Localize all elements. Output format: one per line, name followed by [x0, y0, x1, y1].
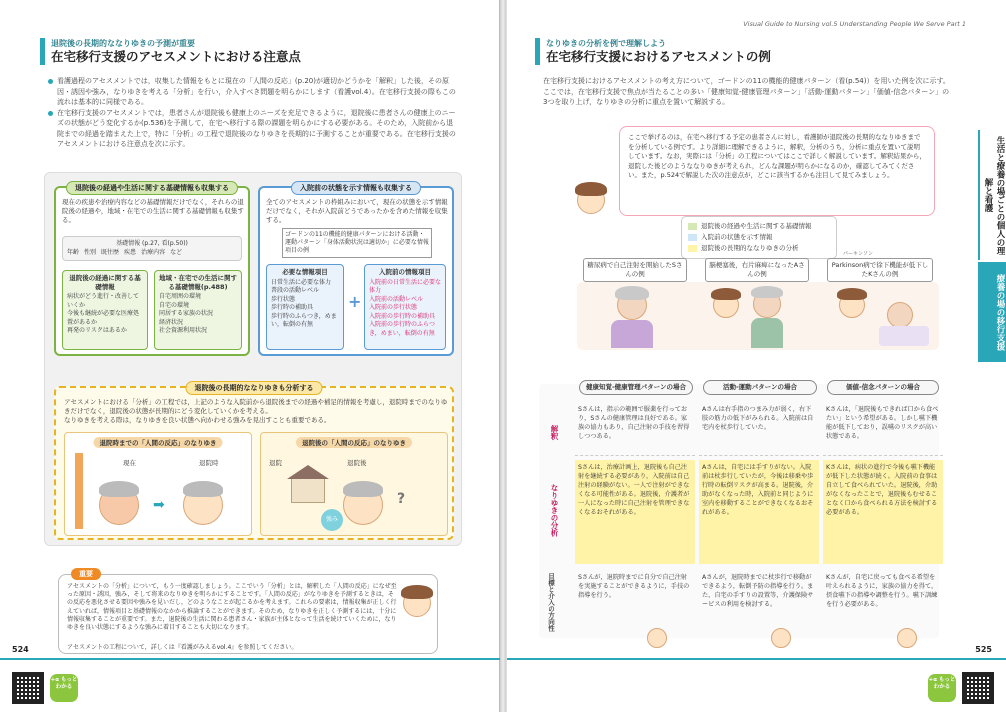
needed-item: 普段の活動レベル: [271, 287, 320, 294]
course-info: [62, 270, 148, 350]
legend-label: 退院後の長期的ななりゆきの分析: [701, 244, 799, 252]
pre-item: 入院前の日常生活に必要な体力: [369, 278, 442, 294]
page-number: 524: [12, 645, 29, 654]
house-icon: [291, 477, 325, 503]
table-cell: Sさんは，指示の範囲で服薬を行っており，Sさんの健康管理は良好である。家族の協力もあり，自己注射の手技を習得しつつある。: [575, 402, 695, 456]
nurse-hair: [711, 288, 741, 300]
course-title: 退院後の経過に関する基礎情報: [69, 274, 141, 291]
running-header: Visual Guide to Nursing vol.5 Understanding People We Serve Part 1: [743, 20, 966, 28]
pre-item: 入院前の歩行時のふらつき，めまい，転倒の有無: [369, 321, 435, 337]
page-rule: [0, 658, 500, 660]
time-bar: [75, 453, 83, 529]
nurse-mini-figure: [897, 628, 917, 648]
legend-item: [688, 232, 830, 243]
right-page: [506, 0, 1006, 712]
pre-item: 入院前の活動レベル: [369, 295, 424, 303]
needed-title: 必要な情報項目: [282, 268, 328, 276]
nurse-mini-figure: [647, 628, 667, 648]
section-subtitle: 退院後の長期的ななりゆきの予測が重要: [51, 39, 195, 48]
row-label-interpret: 解釈: [550, 424, 559, 440]
box-heading: 退院後の長期的ななりゆきも分析する: [186, 381, 323, 395]
page-rule: [507, 658, 1006, 660]
left-page: [0, 0, 500, 712]
basic-tags: [67, 249, 237, 258]
explanation-bubble: ここで挙げるのは，在宅へ移行する予定の患者さんに対し，看護師が退院後の長期的ななりゆきまでを分析している例です。より詳細に理解できるように，解釈，分析のうち，分析に重点を置いて説明しています。なお，実際には「分析」の工程についてはここで詳しく解説しています。解釈結果から，退院した後どのようななりゆきが考えられ，どんな課題が明らかになるのか，確認してみてください。また，p.524で解説した次の注意点が，どこに該当するかも注目して見てみましょう。: [619, 126, 935, 216]
row-label-analysis: なりゆきの分析: [550, 483, 559, 537]
community-item: 社会資源利用状況: [159, 327, 208, 334]
pre-admission-box: [258, 186, 454, 356]
legend-label: 退院後の経過や生活に関する基礎情報: [701, 222, 812, 230]
nurse-hair: [837, 288, 867, 300]
box-heading: 退院後の経過や生活に関する基礎情報も収集する: [66, 181, 238, 195]
legend-swatch: [688, 245, 697, 252]
column-header: 活動-運動パターンの場合: [703, 380, 817, 395]
patient-hair: [183, 481, 223, 497]
box-heading: 入院前の状態を示す情報も収集する: [291, 181, 421, 195]
community-item: 同居する家族の状況: [159, 310, 214, 317]
basic-info-box: [54, 186, 250, 356]
community-item: 経済状況: [159, 318, 184, 326]
box-text: 全てのアセスメントの枠組みにおいて，現在の状態を示す情報だけでなく，それが入院前どうであったかを含めた情報を収集する。: [266, 198, 448, 224]
legend: [681, 216, 837, 259]
qr-code[interactable]: [12, 672, 44, 704]
table-cell: Kさんが，自宅に戻っても食べる希望を叶えられるように，家族の協力を得て，摂食嚥下の指導や調整を行う。嚥下訓練を行う必要がある。: [826, 574, 938, 608]
table-cell: Sさんが，退院時までに自分で自己注射を実施することができるように，手技の指導を行う。: [578, 574, 690, 599]
timeline-to-discharge: [64, 432, 252, 536]
needed-item: 日常生活に必要な体力: [271, 278, 332, 286]
table-cell: Kさんは，病状の進行で今後も嚥下機能が低下した状態が続く。入院前の食事は自立して食べられていた。退院後，介助がなくなったことで，退院後もむせることなく口から食べられる方法を検討する必要がある。: [823, 460, 943, 564]
table-cell: Sさんは，治療計画上，退院後も自己注射を継続する必要があり，入院前は自己注射の経験がない。一人で注射ができなくなる可能性がある。退院後，介護者が一人になった時に自己注射を管理できなくなるおそれがある。: [575, 460, 695, 564]
column-header: 価値-信念パターンの場合: [827, 380, 939, 395]
important-note: [58, 570, 438, 654]
table-cell: Kさんは，「退院後もできれば口から食べたい」という希望がある。しかし嚥下機能が低下しており，誤嚥のリスクが高い状態である。: [823, 402, 943, 456]
strength-icon: 強み: [321, 509, 343, 531]
label-after: 退院後: [347, 459, 367, 467]
tag: 疾患: [124, 248, 137, 256]
section-title: 在宅移行支援におけるアセスメントの例: [546, 49, 771, 64]
note-reference: アセスメントの工程について，詳しくは『看護がみえるvol.4』を参照してください。: [67, 644, 298, 651]
motto-badge: +α もっと わかる: [50, 674, 78, 702]
needed-item: 歩行時のふらつき，めまい，転倒の有無: [271, 312, 337, 328]
case-header-a: 脳梗塞後，右片麻痺になったAさんの例: [705, 258, 809, 282]
tag: 性別: [84, 248, 97, 256]
course-item: 病状がどう進行・改善していくか: [67, 293, 140, 309]
patient-hair: [343, 481, 383, 497]
house-roof: [287, 465, 329, 479]
tag: など: [170, 248, 183, 256]
page-number: 525: [975, 645, 992, 654]
community-ref: (p.488): [200, 282, 228, 291]
tag: 治療内容: [141, 248, 166, 256]
box-text: なりゆきを考える際は，なりゆきを良い状態へ向かわせる強みを見出すことも重要である。: [64, 416, 331, 424]
basic-label: 基礎情報: [116, 240, 141, 247]
basic-info-panel: [62, 236, 242, 261]
nurse-mini-figure: [771, 628, 791, 648]
qr-code[interactable]: [962, 672, 994, 704]
label-discharge: 退院時: [199, 459, 219, 467]
motto-badge: +α もっと わかる: [928, 674, 956, 702]
bullet-item: 看護過程のアセスメントでは，収集した情報をもとに現在の「人間の反応」(p.20)が適切かどうかを「解釈」した後，その原因・誘因や強み，なりゆきを考える「分析」を行い，介入すべき問題を明らかにします（看護vol.4）。在宅移行支援の際もこの流れは基本的に同様である。: [48, 76, 460, 108]
plus-sign: +: [348, 292, 362, 311]
bed-icon: [879, 326, 929, 346]
column-header: 健康知覚-健康管理パターンの場合: [579, 380, 693, 395]
nurse-hair: [401, 585, 433, 599]
intro-paragraph: 在宅移行支援におけるアセスメントの考え方について，ゴードンの11の機能的健康パターン（看(p.54)）を用いた例を次に示す。ここでは，在宅移行支援で焦点が当たることの多い「健康知覚-健康管理パターン」「活動-運動パターン」「価値-信念パターン」の3つを取り上げ，なりゆきの分析に重点を置いて解説する。: [543, 77, 950, 106]
tag: 年齢: [67, 248, 80, 256]
pre-items: [364, 264, 446, 350]
timeline-after-discharge: [260, 432, 448, 536]
box-text: 現在の疾患や治療内容などの基礎情報だけでなく，それらの退院後の経過や，地域・在宅での生活に関する基礎情報も収集する。: [62, 198, 244, 224]
note-heading: 重要: [71, 568, 101, 580]
patient-a-body: [751, 318, 783, 348]
patient-k-figure: [887, 302, 913, 328]
pre-item: 入院前の歩行状態: [369, 304, 418, 311]
nurse-hair: [575, 182, 607, 196]
note-text: アセスメントの「分析」について，もう一度確認しましょう。ここでいう「分析」とは，解釈した「人間の反応」になぜ至った原因・誘因，強み，そして将来のなりゆきを明らかにすることです。「人間の反応」がなりゆきを予測するときは，その反応を悪化させる要因や強みを見いだし，どのようなことが起こるかを考えます。これらの要素は，情報収集が正しく行えていれば，情報項目と基礎情報のなかから推論することができます。そのため，なりゆきを正しく予測するには，十分に情報収集することが重要です。また，退院後の生活に関わる患者さん・家族が主体となって生活を続けていくために，なりゆきを良い状態にするような強みに着目することも大切になります。: [67, 583, 397, 632]
table-cell: Aさんは，自宅には手すりがない。入院前は杖歩行していたが，今後は移乗や歩行時の転倒リスクが高まる。退院後，介助がなくなった時，入院前と同じように室内を移動することができなくなるおそれがある。: [699, 460, 819, 564]
community-title: 地域・在宅での生活に関する基礎情報: [159, 274, 237, 291]
pre-title: 入院前の情報項目: [379, 268, 431, 276]
tag: 既往歴: [101, 248, 120, 256]
section-heading: [535, 38, 955, 65]
intro-bullets: [48, 76, 460, 150]
patient-hair: [99, 481, 139, 497]
label-discharge: 退院: [269, 459, 282, 467]
section-title: 在宅移行支援のアセスメントにおける注意点: [51, 49, 301, 64]
pre-item: 入院前の歩行時の補助具: [369, 312, 436, 320]
box-text: アセスメントにおける「分析」の工程では，上記のような入院前から退院後までの経過や補足的情報を考慮し，退院時までのなりゆきだけでなく，退院後の状態が長期的にどう変化していくかを考える。: [64, 398, 448, 415]
timeline-heading: 退院時までの「人間の反応」のなりゆき: [94, 437, 223, 448]
patient-hair: [751, 286, 783, 298]
section-subtitle: なりゆきの分析を例で理解しよう: [546, 39, 666, 48]
case-header-s: 糖尿病で自己注射を開始したSさんの例: [583, 258, 687, 282]
question-mark-icon: ?: [397, 491, 406, 507]
legend-swatch: [688, 223, 697, 230]
community-info: [154, 270, 242, 350]
table-cell: Aさんが，退院時までに杖歩行で移動ができるよう，転倒予防の指導を行う。また，自宅の手すりの設置等，介護保険サービスの利用を検討する。: [702, 574, 814, 608]
patient-s-body: [611, 320, 653, 348]
community-item: 自宅の環境: [159, 301, 190, 309]
gordon-caption: ゴードンの11の機能的健康パターンにおける活動・運動パターン「身体活動状況は適切か」に必要な情報項目の例: [282, 228, 432, 258]
bullet-item: 在宅移行支援のアセスメントでは，患者さんが退院後も健康上のニーズを充足できるように，退院後に患者さんの健康上のニーズの状態がどう変化するか(p.536)を予測して，在宅へ移行する際の課題を明らかにする必要がある。そのため，入院前から退院までの経過を踏まえた上で，特に「分析」の工程で退院後のなりゆきを長期的に予測することが重要である。在宅移行支援のアセスメントにおける注意点を次に示す。: [48, 108, 460, 150]
legend-swatch: [688, 234, 697, 241]
timeline-heading: 退院後の「人間の反応」のなりゆき: [296, 437, 412, 448]
section-heading: [40, 38, 460, 65]
label-now: 現在: [123, 459, 136, 467]
arrow-icon: ➡: [153, 497, 165, 513]
course-item: 今後も継続が必要な医療処置があるか: [67, 310, 140, 326]
legend-item: [688, 221, 830, 232]
legend-label: 入院前の状態を示す情報: [701, 233, 773, 241]
long-term-box: [54, 386, 454, 540]
side-tab-chapter[interactable]: 生活と療養の場ごとの個人の理解と看護: [978, 130, 1006, 260]
legend-item: [688, 243, 830, 254]
case-ruby: パーキンソン: [843, 251, 873, 257]
side-tab-section[interactable]: 療養の場の移行支援: [978, 262, 1006, 362]
row-label-goal: 目標と介入の方向性: [547, 572, 555, 632]
course-item: 再発のリスクはあるか: [67, 327, 127, 334]
basic-ref: (p.27, 看(p.50)): [142, 240, 188, 247]
case-header-k: Parkinson病で徐下機能が低下したKさんの例: [827, 258, 933, 282]
patient-hair: [615, 286, 649, 300]
table-cell: Aさんは右手指のつまみ力が弱く，右下肢の筋力の低下がみられる。入院前は自宅内を杖歩行していた。: [699, 402, 819, 456]
community-item: 自宅周囲の環境: [159, 293, 202, 300]
needed-items: [266, 264, 344, 350]
needed-item: 歩行状態: [271, 295, 296, 303]
needed-item: 歩行時の補助具: [271, 304, 314, 311]
